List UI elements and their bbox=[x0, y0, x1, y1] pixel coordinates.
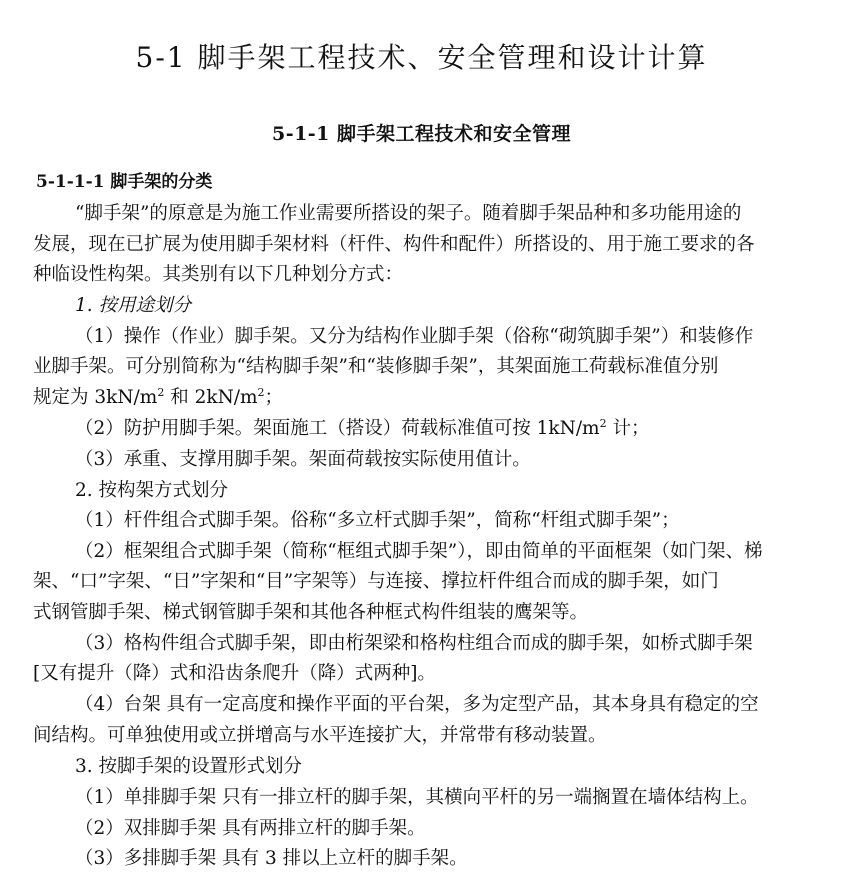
chapter-title: 5-1 脚手架工程技术、安全管理和设计计算 bbox=[135, 41, 708, 74]
text-run: 计； bbox=[606, 418, 650, 439]
superscript: 2 bbox=[157, 385, 165, 399]
text-run: 和 2kN/m bbox=[164, 387, 258, 408]
paragraph-line: （1）单排脚手架 只有一排立杆的脚手架，其横向平杆的另一端搁置在墙体结构上。 bbox=[75, 787, 759, 808]
paragraph-line: 式钢管脚手架、梯式钢管脚手架和其他各种框式构件组装的鹰架等。 bbox=[33, 602, 589, 623]
paragraph-line: （2）框架组合式脚手架（简称“框组式脚手架”），即由简单的平面框架（如门架、梯 bbox=[75, 541, 763, 562]
paragraph-line: 业脚手架。可分别简称为“结构脚手架”和“装修脚手架”，其架面施工荷载标准值分别 bbox=[33, 356, 719, 377]
paragraph-line bbox=[33, 387, 283, 409]
list-heading: 2. 按构架方式划分 bbox=[75, 480, 229, 501]
list-heading: 1. 按用途划分 bbox=[75, 295, 192, 316]
subsection-title: 5-1-1-1 脚手架的分类 bbox=[36, 172, 213, 192]
section-title: 5-1-1 脚手架工程技术和安全管理 bbox=[271, 123, 572, 145]
paragraph-line: （1）操作（作业）脚手架。又分为结构作业脚手架（俗称“砌筑脚手架”）和装修作 bbox=[75, 326, 754, 347]
superscript: 2 bbox=[257, 385, 265, 399]
text-run: ； bbox=[264, 387, 284, 408]
paragraph-line: （3）承重、支撑用脚手架。架面荷载按实际使用值计。 bbox=[75, 449, 531, 470]
paragraph-line: “脚手架”的原意是为施工作业需要所搭设的架子。随着脚手架品种和多功能用途的 bbox=[75, 203, 742, 224]
list-heading: 3. 按脚手架的设置形式划分 bbox=[75, 756, 303, 777]
superscript: 2 bbox=[599, 416, 607, 430]
paragraph-line: （4）台架 具有一定高度和操作平面的平台架，多为定型产品，其本身具有稳定的空 bbox=[75, 694, 759, 715]
text-run: （2）防护用脚手架。架面施工（搭设）荷载标准值可按 1kN/m bbox=[75, 418, 600, 439]
paragraph-line: 种临设性构架。其类别有以下几种划分方式： bbox=[33, 264, 404, 285]
paragraph-line: 发展，现在已扩展为使用脚手架材料（杆件、构件和配件）所搭设的、用于施工要求的各 bbox=[33, 234, 755, 255]
paragraph-line: [又有提升（降）式和沿齿条爬升（降）式两种]。 bbox=[33, 663, 436, 684]
text-run: 规定为 3kN/m bbox=[33, 387, 158, 408]
paragraph-line bbox=[75, 418, 650, 440]
paragraph-line: （3）多排脚手架 具有 3 排以上立杆的脚手架。 bbox=[75, 848, 468, 869]
paragraph-line: （1）杆件组合式脚手架。俗称“多立杆式脚手架”，简称“杆组式脚手架”； bbox=[75, 510, 680, 531]
paragraph-line: （3）格构件组合式脚手架，即由桁架梁和格构柱组合而成的脚手架，如桥式脚手架 bbox=[75, 633, 753, 654]
paragraph-line: 间结构。可单独使用或立拼增高与水平连接扩大，并常带有移动装置。 bbox=[33, 725, 607, 746]
paragraph-line: 架、“口”字架、“日”字架和“目”字架等）与连接、撑拉杆件组合而成的脚手架，如门 bbox=[33, 571, 719, 592]
paragraph-line: （2）双排脚手架 具有两排立杆的脚手架。 bbox=[75, 818, 426, 839]
